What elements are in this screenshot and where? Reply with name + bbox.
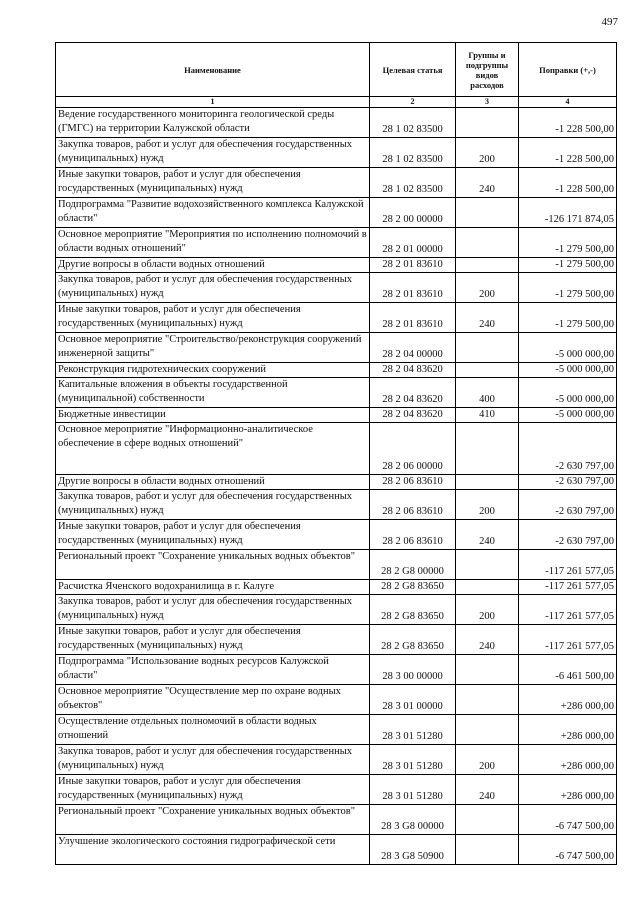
row-amount: -117 261 577,05 [519, 580, 617, 595]
row-expense-group: 400 [456, 378, 519, 408]
row-amount: -5 000 000,00 [519, 333, 617, 363]
row-name: Закупка товаров, работ и услуг для обеспечения государственных (муниципальных) нужд [56, 745, 370, 775]
row-amount: +286 000,00 [519, 715, 617, 745]
row-expense-group: 240 [456, 520, 519, 550]
row-amount: -126 171 874,05 [519, 198, 617, 228]
table-row [56, 228, 617, 258]
row-target-article: 28 3 01 51280 [370, 715, 456, 745]
row-name: Капитальные вложения в объекты государственной (муниципальной) собственности [56, 378, 370, 408]
row-name: Реконструкция гидротехнических сооружений [56, 363, 370, 378]
table-row [56, 138, 617, 168]
row-name: Основное мероприятие "Мероприятия по исполнению полномочий в области водных отношений" [56, 228, 370, 258]
row-target-article: 28 2 04 00000 [370, 333, 456, 363]
row-name: Закупка товаров, работ и услуг для обеспечения государственных (муниципальных) нужд [56, 273, 370, 303]
row-amount: -6 747 500,00 [519, 835, 617, 865]
row-target-article: 28 2 00 00000 [370, 198, 456, 228]
row-name: Подпрограмма "Использование водных ресурсов Калужской области" [56, 655, 370, 685]
row-amount: -1 279 500,00 [519, 303, 617, 333]
row-expense-group: 200 [456, 138, 519, 168]
row-expense-group [456, 475, 519, 490]
row-name: Ведение государственного мониторинга геологической среды (ГМГС) на территории Калужской области [56, 108, 370, 138]
row-amount: -1 279 500,00 [519, 258, 617, 273]
row-target-article: 28 3 G8 50900 [370, 835, 456, 865]
header-expense-group: Группы и подгруппы видов расходов [456, 43, 519, 97]
table-row [56, 168, 617, 198]
row-expense-group [456, 258, 519, 273]
row-expense-group [456, 108, 519, 138]
row-target-article: 28 2 G8 83650 [370, 580, 456, 595]
row-name: Региональный проект "Сохранение уникальных водных объектов" [56, 805, 370, 835]
row-expense-group: 240 [456, 168, 519, 198]
table-row [56, 378, 617, 408]
row-target-article: 28 2 06 00000 [370, 423, 456, 475]
row-target-article: 28 2 04 83620 [370, 378, 456, 408]
row-amount: -1 279 500,00 [519, 228, 617, 258]
row-target-article: 28 2 06 83610 [370, 490, 456, 520]
table-row [56, 550, 617, 580]
row-amount: -5 000 000,00 [519, 363, 617, 378]
row-name: Иные закупки товаров, работ и услуг для обеспечения государственных (муниципальных) нужд [56, 303, 370, 333]
column-number-row [56, 97, 617, 108]
row-name: Осуществление отдельных полномочий в области водных отношений [56, 715, 370, 745]
row-expense-group: 200 [456, 273, 519, 303]
header-name: Наименование [56, 43, 370, 97]
column-number: 3 [456, 97, 519, 108]
row-amount: -1 228 500,00 [519, 108, 617, 138]
row-target-article: 28 2 01 00000 [370, 228, 456, 258]
table-row [56, 108, 617, 138]
row-name: Региональный проект "Сохранение уникальных водных объектов" [56, 550, 370, 580]
column-number: 2 [370, 97, 456, 108]
table-row [56, 408, 617, 423]
row-expense-group [456, 333, 519, 363]
row-target-article: 28 2 G8 00000 [370, 550, 456, 580]
row-amount: -2 630 797,00 [519, 520, 617, 550]
row-target-article: 28 2 01 83610 [370, 303, 456, 333]
row-amount: +286 000,00 [519, 745, 617, 775]
row-amount: -1 228 500,00 [519, 168, 617, 198]
row-expense-group: 240 [456, 303, 519, 333]
row-name: Улучшение экологического состояния гидрографической сети [56, 835, 370, 865]
table-row [56, 303, 617, 333]
row-name: Иные закупки товаров, работ и услуг для обеспечения государственных (муниципальных) нужд [56, 775, 370, 805]
row-target-article: 28 1 02 83500 [370, 108, 456, 138]
row-amount: -1 279 500,00 [519, 273, 617, 303]
row-expense-group [456, 835, 519, 865]
budget-amendments-table [55, 42, 617, 865]
row-amount: +286 000,00 [519, 775, 617, 805]
page-number: 497 [601, 16, 618, 28]
row-target-article: 28 2 G8 83650 [370, 595, 456, 625]
row-expense-group: 410 [456, 408, 519, 423]
table-row [56, 580, 617, 595]
row-name: Основное мероприятие "Информационно-аналитическое обеспечение в сфере водных отношений" [56, 423, 370, 475]
row-target-article: 28 2 01 83610 [370, 258, 456, 273]
row-name: Подпрограмма "Развитие водохозяйственного комплекса Калужской области" [56, 198, 370, 228]
table-row [56, 258, 617, 273]
row-expense-group [456, 550, 519, 580]
row-name: Иные закупки товаров, работ и услуг для обеспечения государственных (муниципальных) нужд [56, 625, 370, 655]
table-row [56, 273, 617, 303]
table-row [56, 685, 617, 715]
table-header-row [56, 43, 617, 97]
table-row [56, 625, 617, 655]
table-row [56, 520, 617, 550]
row-name: Расчистка Яченского водохранилища в г. Калуге [56, 580, 370, 595]
row-target-article: 28 1 02 83500 [370, 168, 456, 198]
row-name: Основное мероприятие "Строительство/реконструкция сооружений инженерной защиты" [56, 333, 370, 363]
row-amount: -6 747 500,00 [519, 805, 617, 835]
table-row [56, 490, 617, 520]
row-expense-group: 200 [456, 595, 519, 625]
table-row [56, 333, 617, 363]
row-target-article: 28 2 06 83610 [370, 475, 456, 490]
row-expense-group [456, 198, 519, 228]
column-number: 4 [519, 97, 617, 108]
row-target-article: 28 2 04 83620 [370, 408, 456, 423]
row-amount: +286 000,00 [519, 685, 617, 715]
row-amount: -117 261 577,05 [519, 595, 617, 625]
row-target-article: 28 2 01 83610 [370, 273, 456, 303]
row-target-article: 28 3 00 00000 [370, 655, 456, 685]
row-target-article: 28 1 02 83500 [370, 138, 456, 168]
row-name: Закупка товаров, работ и услуг для обеспечения государственных (муниципальных) нужд [56, 138, 370, 168]
row-expense-group [456, 423, 519, 475]
row-name: Другие вопросы в области водных отношений [56, 475, 370, 490]
row-amount: -2 630 797,00 [519, 423, 617, 475]
table-row [56, 775, 617, 805]
row-expense-group [456, 363, 519, 378]
row-name: Закупка товаров, работ и услуг для обеспечения государственных (муниципальных) нужд [56, 595, 370, 625]
table-row [56, 595, 617, 625]
row-name: Другие вопросы в области водных отношений [56, 258, 370, 273]
table-row [56, 745, 617, 775]
table-row [56, 423, 617, 475]
row-target-article: 28 2 06 83610 [370, 520, 456, 550]
row-expense-group [456, 228, 519, 258]
row-name: Бюджетные инвестиции [56, 408, 370, 423]
table-row [56, 835, 617, 865]
row-expense-group [456, 655, 519, 685]
row-target-article: 28 3 01 51280 [370, 775, 456, 805]
table-body [56, 108, 617, 865]
row-expense-group: 200 [456, 745, 519, 775]
table-row [56, 475, 617, 490]
row-amount: -1 228 500,00 [519, 138, 617, 168]
row-expense-group [456, 580, 519, 595]
row-amount: -6 461 500,00 [519, 655, 617, 685]
row-expense-group: 240 [456, 625, 519, 655]
row-amount: -5 000 000,00 [519, 408, 617, 423]
table-row [56, 805, 617, 835]
row-target-article: 28 3 01 51280 [370, 745, 456, 775]
column-number: 1 [56, 97, 370, 108]
row-amount: -2 630 797,00 [519, 475, 617, 490]
row-name: Основное мероприятие "Осуществление мер по охране водных объектов" [56, 685, 370, 715]
row-amount: -117 261 577,05 [519, 625, 617, 655]
header-target-article: Целевая статья [370, 43, 456, 97]
row-name: Закупка товаров, работ и услуг для обеспечения государственных (муниципальных) нужд [56, 490, 370, 520]
row-expense-group [456, 685, 519, 715]
table-row [56, 715, 617, 745]
row-expense-group [456, 715, 519, 745]
table-row [56, 655, 617, 685]
table-row [56, 363, 617, 378]
row-amount: -117 261 577,05 [519, 550, 617, 580]
row-target-article: 28 3 G8 00000 [370, 805, 456, 835]
row-amount: -5 000 000,00 [519, 378, 617, 408]
row-amount: -2 630 797,00 [519, 490, 617, 520]
row-target-article: 28 2 04 83620 [370, 363, 456, 378]
row-expense-group [456, 805, 519, 835]
header-amendments: Поправки (+,-) [519, 43, 617, 97]
row-target-article: 28 3 01 00000 [370, 685, 456, 715]
row-target-article: 28 2 G8 83650 [370, 625, 456, 655]
row-expense-group: 200 [456, 490, 519, 520]
table-row [56, 198, 617, 228]
row-name: Иные закупки товаров, работ и услуг для обеспечения государственных (муниципальных) нужд [56, 520, 370, 550]
row-expense-group: 240 [456, 775, 519, 805]
row-name: Иные закупки товаров, работ и услуг для обеспечения государственных (муниципальных) нужд [56, 168, 370, 198]
